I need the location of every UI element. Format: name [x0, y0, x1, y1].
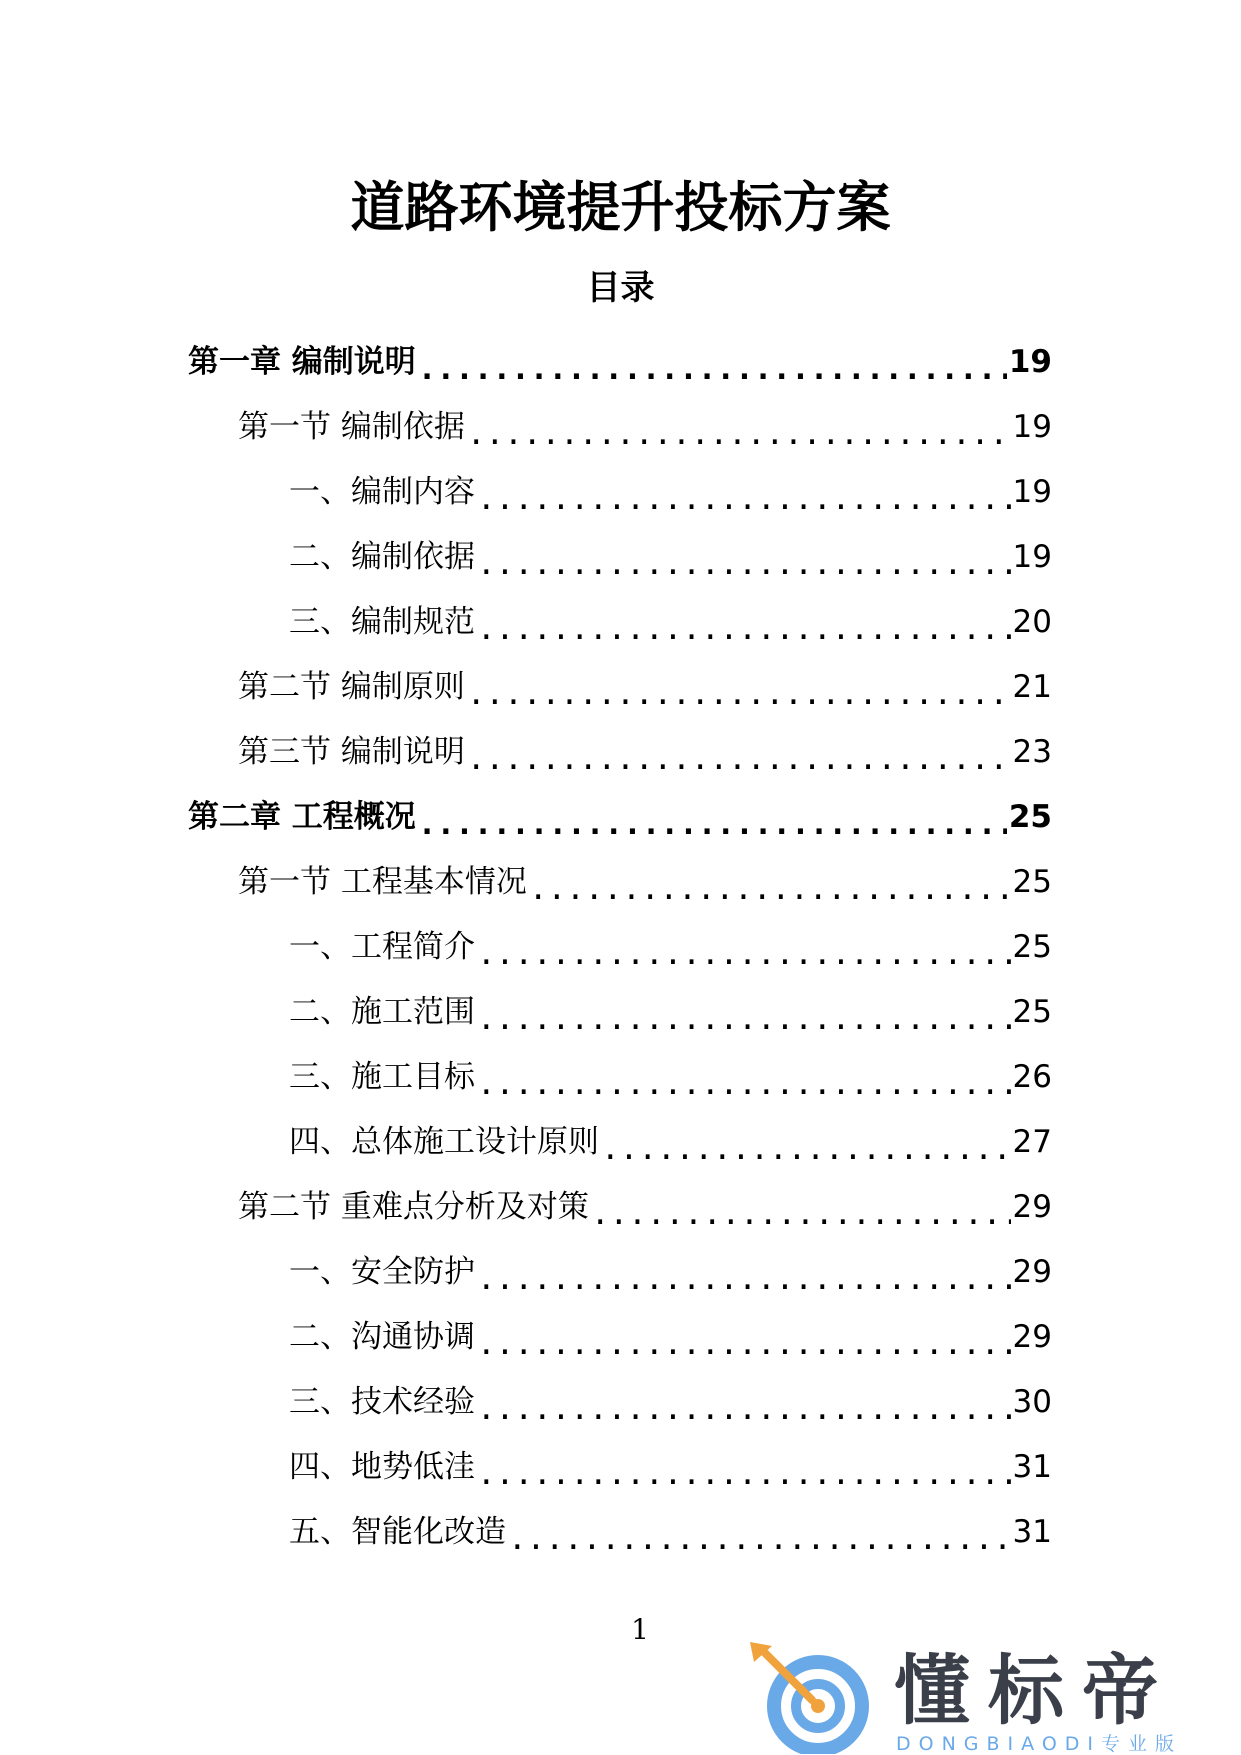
toc-leader-dots [467, 744, 1011, 784]
toc-entry[interactable] [289, 589, 1052, 654]
target-arrow-icon [746, 1640, 876, 1754]
toc-entry-label: 第一章 编制说明 [188, 343, 416, 380]
toc-entry[interactable] [289, 1239, 1052, 1304]
toc-entry-page: 26 [1012, 1058, 1052, 1095]
table-of-contents [0, 329, 1241, 1564]
page-number: 1 [631, 1613, 649, 1646]
toc-entry-page: 30 [1012, 1383, 1052, 1420]
toc-entry-label: 一、编制内容 [289, 473, 475, 510]
toc-entry-page: 29 [1012, 1253, 1052, 1290]
toc-entry[interactable] [289, 1304, 1052, 1369]
toc-leader-dots [467, 419, 1011, 459]
toc-entry-page: 21 [1012, 668, 1052, 705]
toc-leader-dots [418, 354, 1007, 394]
toc-entry-page: 19 [1012, 473, 1052, 510]
toc-leader-dots [477, 484, 1011, 524]
toc-entry[interactable] [238, 849, 1052, 914]
toc-entry-label: 二、施工范围 [289, 993, 475, 1030]
toc-leader-dots [477, 1459, 1011, 1499]
toc-leader-dots [477, 1264, 1011, 1304]
toc-entry[interactable] [238, 1174, 1052, 1239]
toc-entry-label: 第二节 编制原则 [238, 668, 465, 705]
toc-entry-page: 25 [1012, 863, 1052, 900]
toc-entry-page: 23 [1012, 733, 1052, 770]
toc-entry-label: 二、编制依据 [289, 538, 475, 575]
toc-entry-label: 第三节 编制说明 [238, 733, 465, 770]
toc-leader-dots [418, 809, 1007, 849]
toc-entry[interactable] [289, 1369, 1052, 1434]
toc-entry[interactable] [188, 329, 1052, 394]
toc-entry-label: 三、技术经验 [289, 1383, 475, 1420]
toc-leader-dots [529, 874, 1011, 914]
toc-entry-page: 27 [1012, 1123, 1052, 1160]
toc-leader-dots [477, 1394, 1011, 1434]
toc-entry-page: 25 [1008, 798, 1052, 835]
toc-leader-dots [477, 614, 1011, 654]
toc-entry[interactable] [289, 1499, 1052, 1564]
watermark-sub-text: DONGBIAODI专业版 [896, 1733, 1183, 1755]
toc-entry-label: 第一节 工程基本情况 [238, 863, 527, 900]
toc-entry-page: 31 [1012, 1513, 1052, 1550]
toc-entry-page: 19 [1012, 538, 1052, 575]
toc-entry[interactable] [289, 1434, 1052, 1499]
toc-entry-page: 19 [1012, 408, 1052, 445]
toc-entry[interactable] [289, 979, 1052, 1044]
toc-entry[interactable] [289, 1109, 1052, 1174]
toc-entry[interactable] [238, 719, 1052, 784]
toc-entry-label: 五、智能化改造 [289, 1513, 506, 1550]
toc-entry-label: 一、安全防护 [289, 1253, 475, 1290]
toc-entry-page: 25 [1012, 993, 1052, 1030]
toc-entry-label: 三、编制规范 [289, 603, 475, 640]
watermark-brand-text: 懂标帝 [894, 1646, 1176, 1735]
watermark-logo [746, 1640, 1241, 1754]
toc-entry[interactable] [289, 459, 1052, 524]
toc-entry-label: 三、施工目标 [289, 1058, 475, 1095]
toc-leader-dots [508, 1524, 1011, 1564]
toc-entry[interactable] [289, 524, 1052, 589]
toc-entry-page: 25 [1012, 928, 1052, 965]
toc-entry-page: 31 [1012, 1448, 1052, 1485]
toc-entry-page: 29 [1012, 1318, 1052, 1355]
toc-entry[interactable] [188, 784, 1052, 849]
toc-leader-dots [467, 679, 1011, 719]
toc-leader-dots [477, 549, 1011, 589]
toc-leader-dots [477, 939, 1011, 979]
toc-heading: 目录 [586, 268, 655, 308]
toc-entry-page: 20 [1012, 603, 1052, 640]
toc-entry[interactable] [238, 654, 1052, 719]
toc-leader-dots [477, 1004, 1011, 1044]
toc-entry-page: 29 [1012, 1188, 1052, 1225]
toc-entry-page: 19 [1008, 343, 1052, 380]
toc-entry-label: 第二节 重难点分析及对策 [238, 1188, 589, 1225]
toc-entry-label: 一、工程简介 [289, 928, 475, 965]
toc-leader-dots [477, 1329, 1011, 1369]
toc-leader-dots [591, 1199, 1011, 1239]
toc-entry-label: 第二章 工程概况 [188, 798, 416, 835]
toc-leader-dots [477, 1069, 1011, 1109]
toc-entry[interactable] [289, 914, 1052, 979]
toc-entry-label: 四、地势低洼 [289, 1448, 475, 1485]
document-title: 道路环境提升投标方案 [350, 176, 891, 239]
toc-entry[interactable] [238, 394, 1052, 459]
toc-entry[interactable] [289, 1044, 1052, 1109]
toc-entry-label: 四、总体施工设计原则 [289, 1123, 599, 1160]
toc-entry-label: 二、沟通协调 [289, 1318, 475, 1355]
toc-entry-label: 第一节 编制依据 [238, 408, 465, 445]
toc-leader-dots [601, 1134, 1011, 1174]
